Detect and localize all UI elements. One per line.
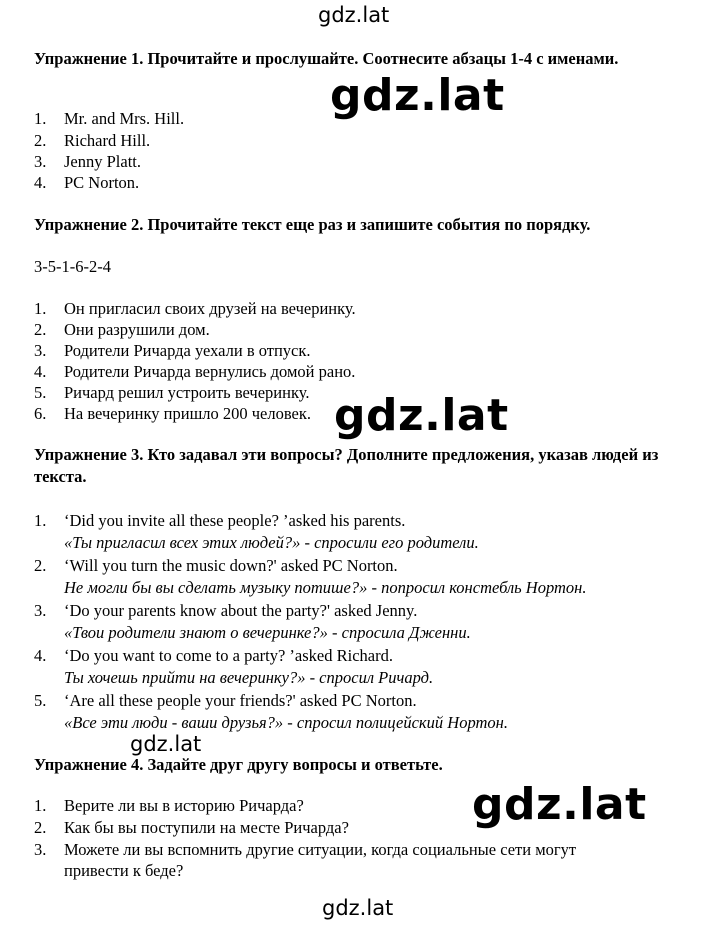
ex4-item-3-num: 3.: [34, 840, 47, 859]
ex2-answer: 3-5-1-6-2-4: [34, 257, 111, 276]
ex3-item-3-translation: «Твои родители знают о вечеринке?» - спросила Дженни.: [64, 623, 471, 642]
ex1-item-4-text: PC Norton.: [64, 173, 140, 192]
watermark-large-3: gdz.lat: [472, 779, 647, 830]
ex2-item-4-text: Родители Ричарда вернулись домой рано.: [64, 362, 356, 381]
ex3-item-5-num: 5.: [34, 691, 47, 710]
watermark-bottom: gdz.lat: [322, 896, 394, 920]
ex2-item-1-text: Он пригласил своих друзей на вечеринку.: [64, 299, 356, 318]
ex3-item-5-text: ‘Are all these people your friends?' asked PC Norton.: [64, 691, 417, 710]
watermark-top: gdz.lat: [318, 3, 390, 27]
ex1-item-2-num: 2.: [34, 131, 47, 150]
ex4-item-3-text-cont: привести к беде?: [64, 861, 184, 880]
ex4-item-2-text: Как бы вы поступили на месте Ричарда?: [64, 818, 349, 837]
watermark-small: gdz.lat: [130, 732, 202, 756]
ex4-heading: Упражнение 4. Задайте друг другу вопросы и ответьте.: [34, 755, 443, 774]
ex3-item-5-translation: «Все эти люди - ваши друзья?» - спросил полицейский Нортон.: [64, 713, 508, 732]
ex3-item-4-text: ‘Do you want to come to a party? ’asked Richard.: [64, 646, 393, 665]
ex2-item-1-num: 1.: [34, 299, 47, 318]
ex2-item-2-text: Они разрушили дом.: [64, 320, 210, 339]
ex3-item-3-num: 3.: [34, 601, 47, 620]
watermark-large-1: gdz.lat: [330, 70, 505, 121]
ex4-item-1-num: 1.: [34, 796, 47, 815]
ex2-item-4-num: 4.: [34, 362, 47, 381]
ex3-item-4-translation: Ты хочешь прийти на вечеринку?» - спросил Ричард.: [64, 668, 434, 687]
ex3-item-3-text: ‘Do your parents know about the party?' asked Jenny.: [64, 601, 418, 620]
ex2-item-6-num: 6.: [34, 404, 47, 423]
ex3-item-1-num: 1.: [34, 511, 47, 530]
ex1-item-3-num: 3.: [34, 152, 47, 171]
ex1-heading: Упражнение 1. Прочитайте и прослушайте. Соотнесите абзацы 1-4 с именами.: [34, 49, 619, 68]
ex3-item-4-num: 4.: [34, 646, 47, 665]
ex2-item-5-num: 5.: [34, 383, 47, 402]
ex2-item-6-text: На вечеринку пришло 200 человек.: [64, 404, 312, 423]
ex1-item-4-num: 4.: [34, 173, 47, 192]
ex3-item-2-num: 2.: [34, 556, 47, 575]
ex1-item-3-text: Jenny Platt.: [64, 152, 141, 171]
ex2-item-3-text: Родители Ричарда уехали в отпуск.: [64, 341, 311, 360]
ex3-heading: Упражнение 3. Кто задавал эти вопросы? Дополните предложения, указав людей из текста.: [34, 445, 659, 486]
ex2-item-5-text: Ричард решил устроить вечеринку.: [64, 383, 310, 402]
ex4-item-3-text: Можете ли вы вспомнить другие ситуации, когда социальные сети могут: [64, 840, 577, 859]
ex4-item-1-text: Верите ли вы в историю Ричарда?: [64, 796, 304, 815]
ex3-item-1-text: ‘Did you invite all these people? ’asked his parents.: [64, 511, 406, 530]
watermark-large-2: gdz.lat: [334, 390, 509, 441]
ex1-item-1-num: 1.: [34, 109, 47, 128]
ex2-item-3-num: 3.: [34, 341, 47, 360]
ex4-item-2-num: 2.: [34, 818, 47, 837]
ex1-item-1-text: Mr. and Mrs. Hill.: [64, 109, 185, 128]
ex3-item-1-translation: «Ты пригласил всех этих людей?» - спросили его родители.: [64, 533, 479, 552]
ex2-item-2-num: 2.: [34, 320, 47, 339]
ex3-item-2-translation: Не могли бы вы сделать музыку потише?» - попросил констебль Нортон.: [64, 578, 587, 597]
ex3-item-2-text: ‘Will you turn the music down?' asked PC Norton.: [64, 556, 398, 575]
ex2-heading: Упражнение 2. Прочитайте текст еще раз и запишите события по порядку.: [34, 215, 591, 234]
ex1-item-2-text: Richard Hill.: [64, 131, 151, 150]
